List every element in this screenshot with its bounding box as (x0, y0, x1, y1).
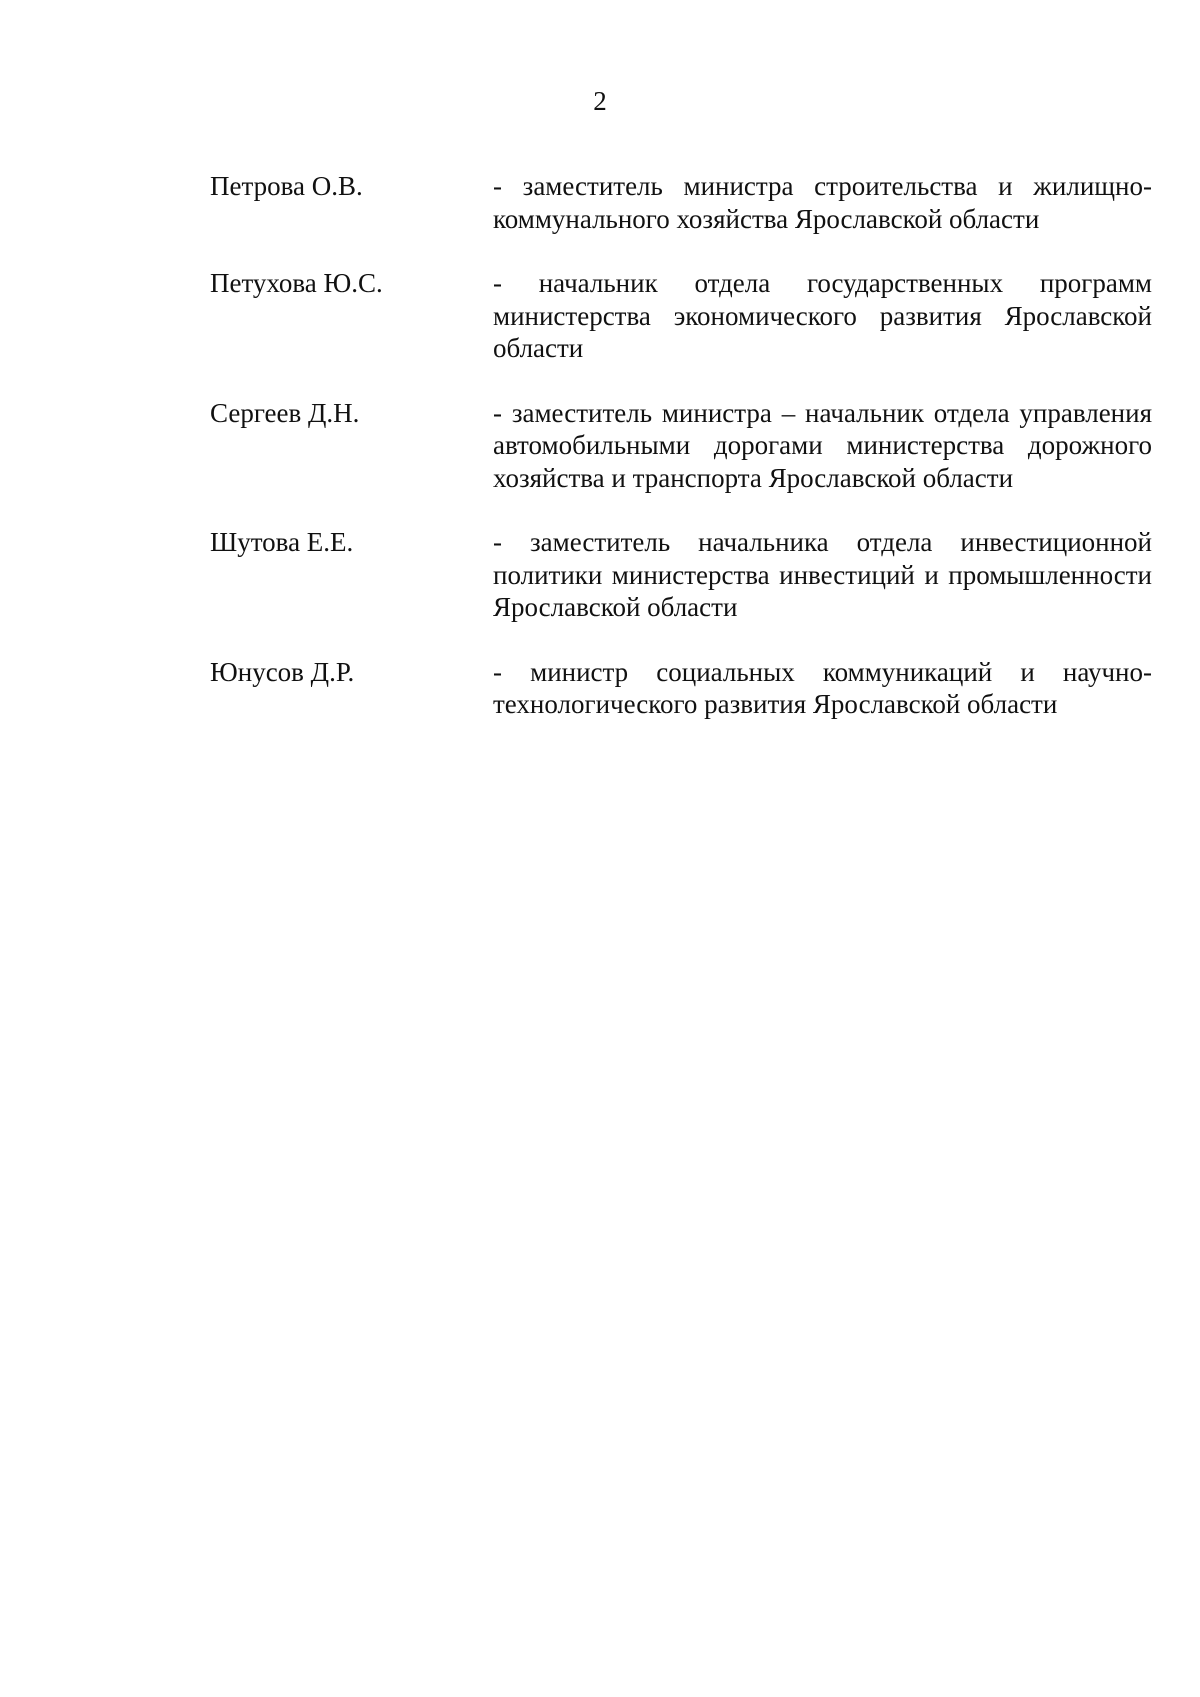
members-list (210, 170, 1152, 753)
member-position: - заместитель министра строительства и жилищно-коммунального хозяйства Ярославской области (493, 171, 1152, 234)
member-position: - министр социальных коммуникаций и научно-технологического развития Ярославской области (493, 656, 1152, 719)
member-name: Петрова О.В. (210, 171, 363, 201)
member-name: Петухова Ю.С. (210, 268, 383, 298)
list-item (210, 397, 1152, 495)
member-name: Шутова Е.Е. (210, 527, 354, 557)
member-position: - начальник отдела государственных программ министерства экономического развития Ярославской области (493, 268, 1152, 363)
member-position: - заместитель начальника отдела инвестиционной политики министерства инвестиций и промышленности Ярославской области (493, 527, 1152, 622)
page-number: 2 (593, 86, 607, 116)
list-item (210, 267, 1152, 365)
list-item (210, 656, 1152, 721)
member-name: Юнусов Д.Р. (210, 656, 355, 687)
list-item (210, 170, 1152, 235)
member-position: - заместитель министра – начальник отдела управления автомобильными дорогами министерства дорожного хозяйства и транспорта Ярославской области (493, 397, 1152, 493)
member-name: Сергеев Д.Н. (210, 397, 360, 428)
list-item (210, 526, 1152, 624)
